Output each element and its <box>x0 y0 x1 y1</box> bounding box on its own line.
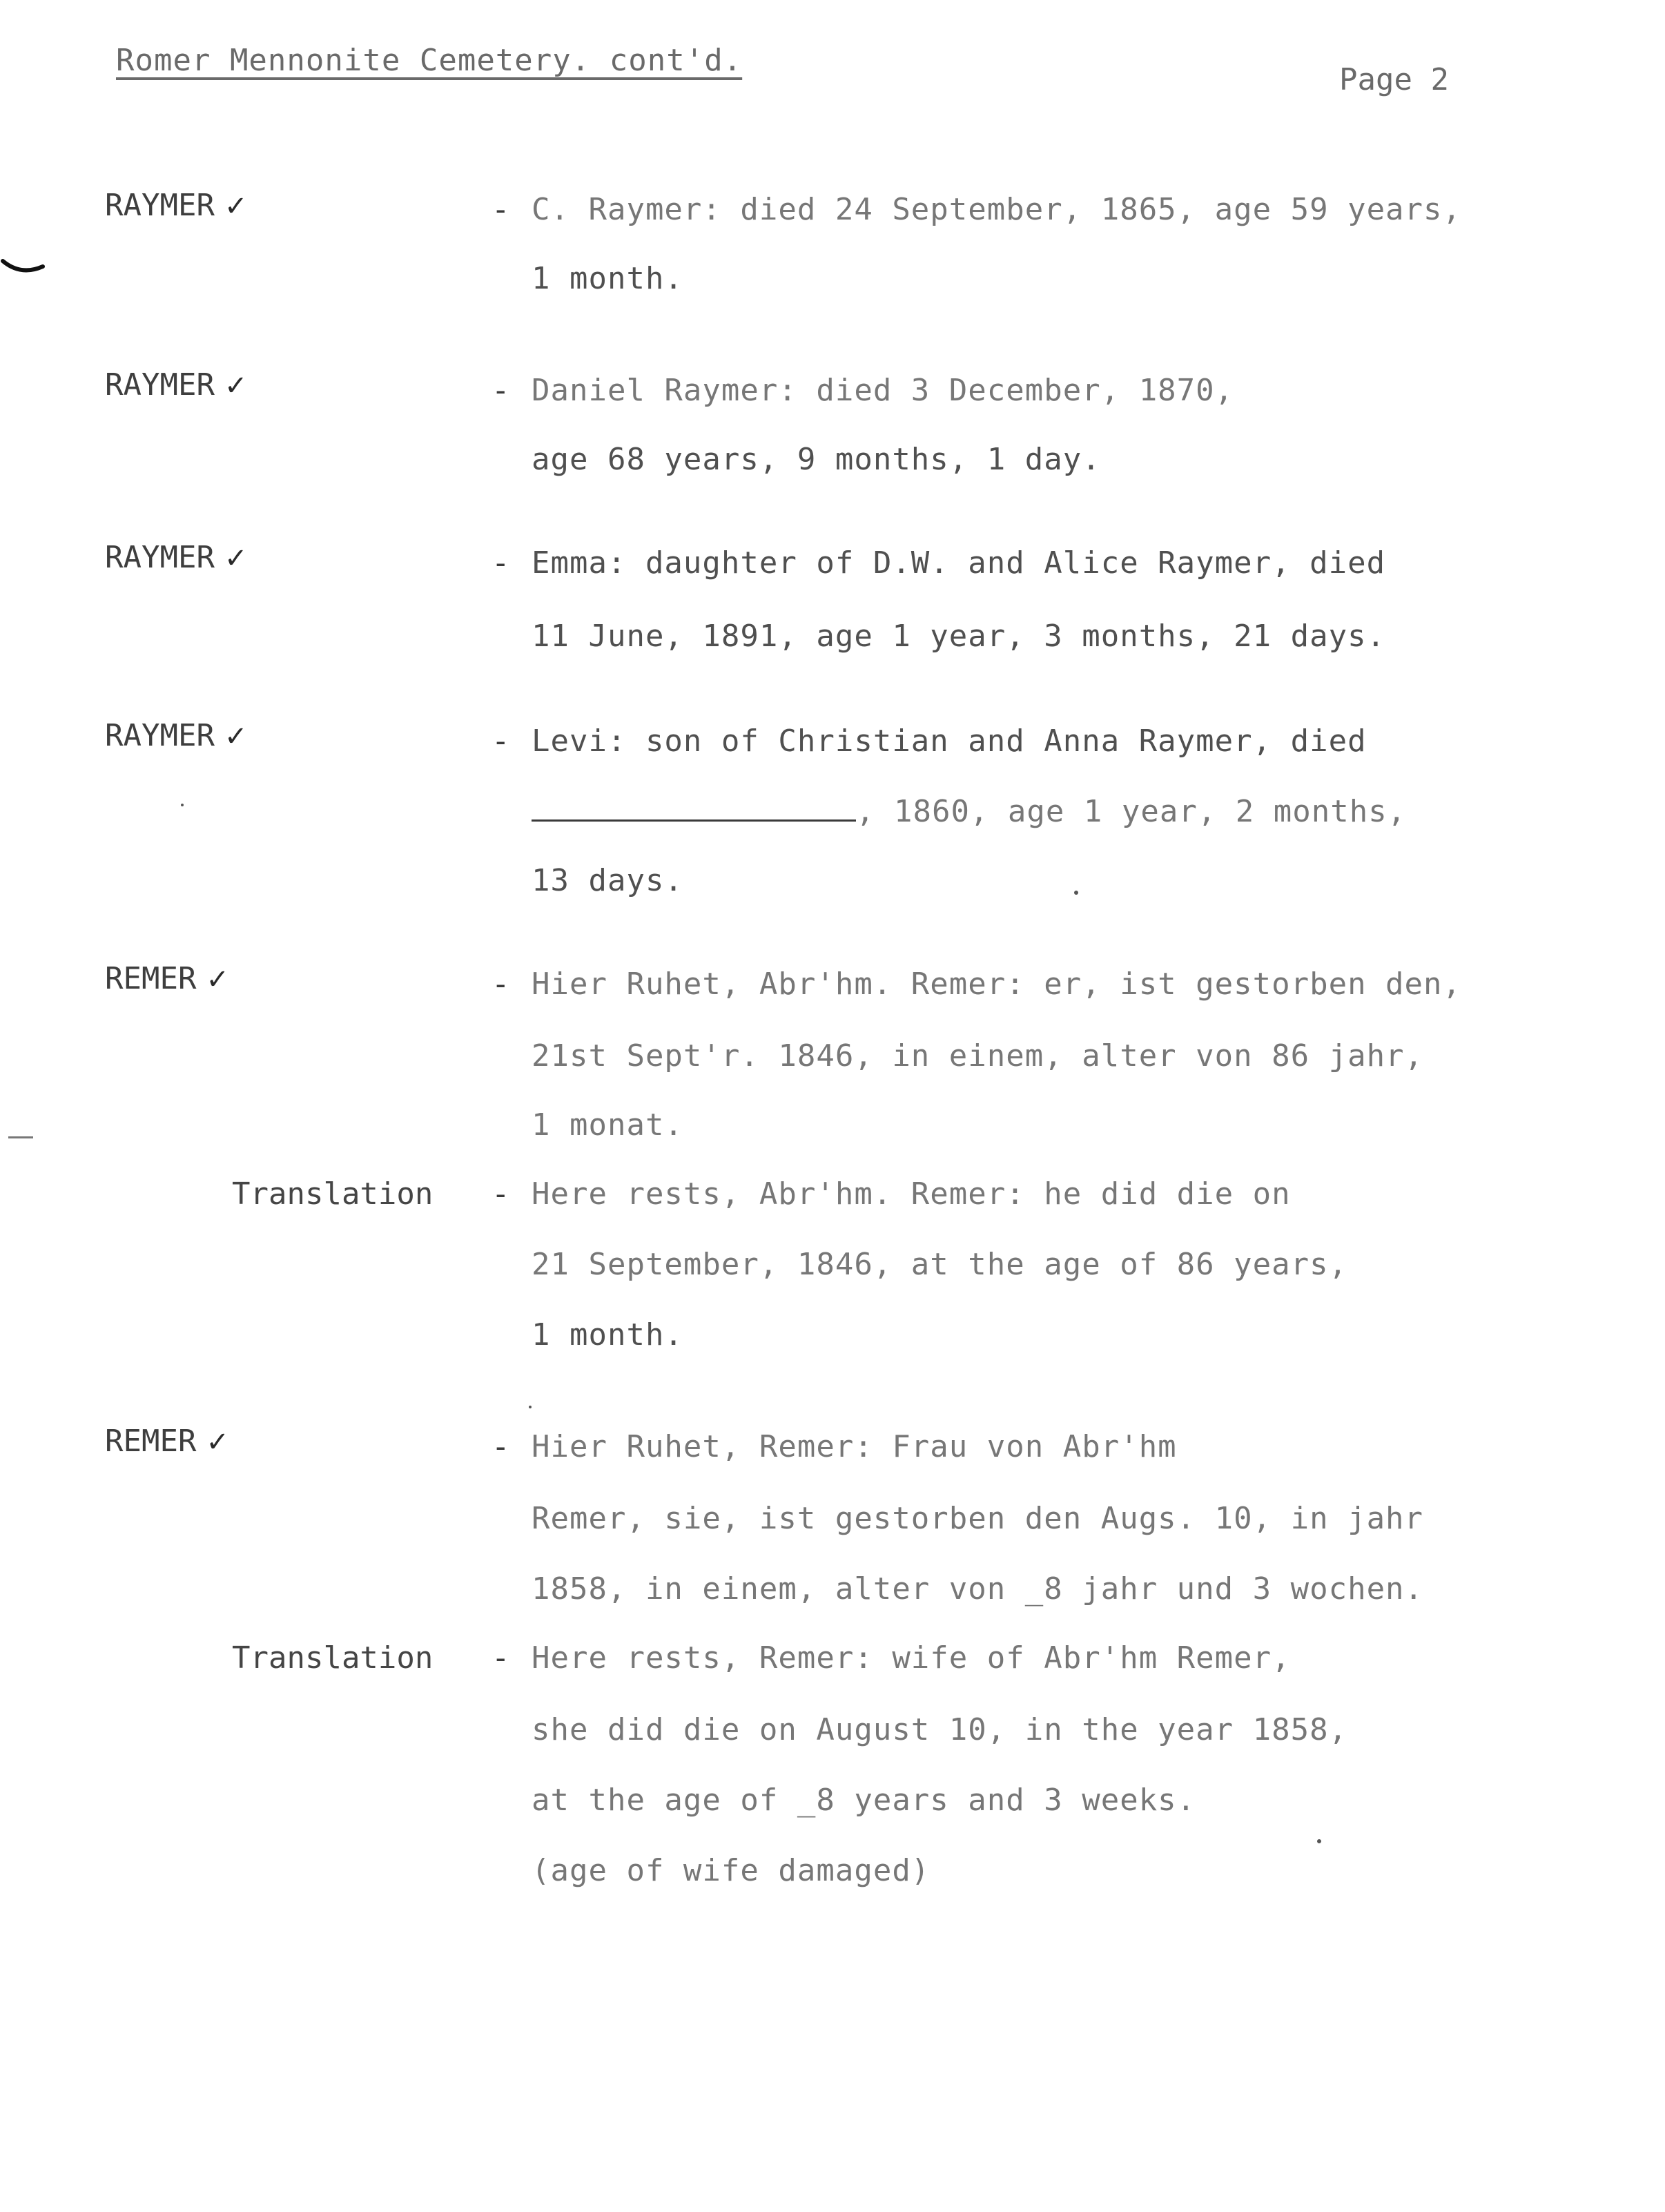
entry-line: 1858, in einem, alter von _8 jahr und 3 wochen. <box>532 1571 1424 1607</box>
translation-line: she did die on August 10, in the year 1858, <box>532 1712 1348 1747</box>
entry-dash: - <box>491 192 510 227</box>
entry-line: 1 monat. <box>532 1107 683 1143</box>
entry-surname <box>105 367 247 402</box>
entry-surname <box>105 188 247 223</box>
entry-dash: - <box>491 1429 510 1464</box>
entry-line: age 68 years, 9 months, 1 day. <box>532 442 1101 477</box>
translation-line: (age of wife damaged) <box>532 1853 931 1888</box>
surname-text: REMER <box>105 1424 197 1459</box>
check-mark-icon: ✓ <box>206 964 229 996</box>
check-mark-icon: ✓ <box>224 191 248 222</box>
entry-dash: - <box>491 1640 510 1676</box>
entry-surname <box>105 540 247 575</box>
check-mark-icon: ✓ <box>224 370 248 402</box>
page-number: Page 2 <box>1339 62 1449 97</box>
surname-text: RAYMER <box>105 540 215 575</box>
entry-line-text: , 1860, age 1 year, 2 months, <box>856 794 1407 829</box>
margin-scratch-mark <box>8 1136 33 1138</box>
entry-surname <box>105 718 247 753</box>
entry-line: Levi: son of Christian and Anna Raymer, died <box>532 724 1367 759</box>
paper-speck <box>1317 1839 1321 1843</box>
surname-text: RAYMER <box>105 367 215 402</box>
translation-line: 21 September, 1846, at the age of 86 years, <box>532 1247 1348 1282</box>
translation-line: 1 month. <box>532 1317 683 1352</box>
entry-line: Hier Ruhet, Abr'hm. Remer: er, ist gestorben den, <box>532 967 1462 1002</box>
entry-line: C. Raymer: died 24 September, 1865, age 59 years, <box>532 192 1462 227</box>
surname-text: RAYMER <box>105 188 215 223</box>
entry-surname <box>105 961 229 996</box>
entry-surname <box>105 1424 229 1459</box>
surname-text: RAYMER <box>105 718 215 753</box>
page-header-title: Romer Mennonite Cemetery. cont'd. <box>116 43 743 78</box>
check-mark-icon: ✓ <box>224 721 248 753</box>
entry-line: Emma: daughter of D.W. and Alice Raymer, died <box>532 545 1386 581</box>
entry-line: 13 days. <box>532 863 683 898</box>
surname-text: REMER <box>105 961 197 996</box>
entry-line: 1 month. <box>532 261 683 296</box>
paper-speck <box>1074 891 1078 895</box>
entry-dash: - <box>491 373 510 408</box>
entry-line: Remer, sie, ist gestorben den Augs. 10, in jahr <box>532 1501 1424 1536</box>
entry-line: Daniel Raymer: died 3 December, 1870, <box>532 373 1234 408</box>
check-mark-icon: ✓ <box>224 543 248 574</box>
entry-line-with-blank <box>532 794 1406 829</box>
translation-label: Translation <box>232 1176 434 1212</box>
entry-dash: - <box>491 1176 510 1212</box>
translation-line: Here rests, Abr'hm. Remer: he did die on <box>532 1176 1291 1212</box>
paper-speck <box>529 1406 532 1408</box>
entry-line: 21st Sept'r. 1846, in einem, alter von 86 jahr, <box>532 1038 1424 1074</box>
translation-line: at the age of _8 years and 3 weeks. <box>532 1783 1196 1818</box>
check-mark-icon: ✓ <box>206 1426 229 1458</box>
translation-label: Translation <box>232 1640 434 1676</box>
entry-dash: - <box>491 724 510 759</box>
blank-date-field <box>532 796 856 822</box>
translation-line: Here rests, Remer: wife of Abr'hm Remer, <box>532 1640 1291 1676</box>
entry-line: 11 June, 1891, age 1 year, 3 months, 21 days. <box>532 619 1386 654</box>
entry-dash: - <box>491 967 510 1002</box>
paper-speck <box>181 804 184 806</box>
entry-line: Hier Ruhet, Remer: Frau von Abr'hm <box>532 1429 1177 1464</box>
entry-dash: - <box>491 545 510 581</box>
margin-scratch-mark <box>0 249 48 283</box>
